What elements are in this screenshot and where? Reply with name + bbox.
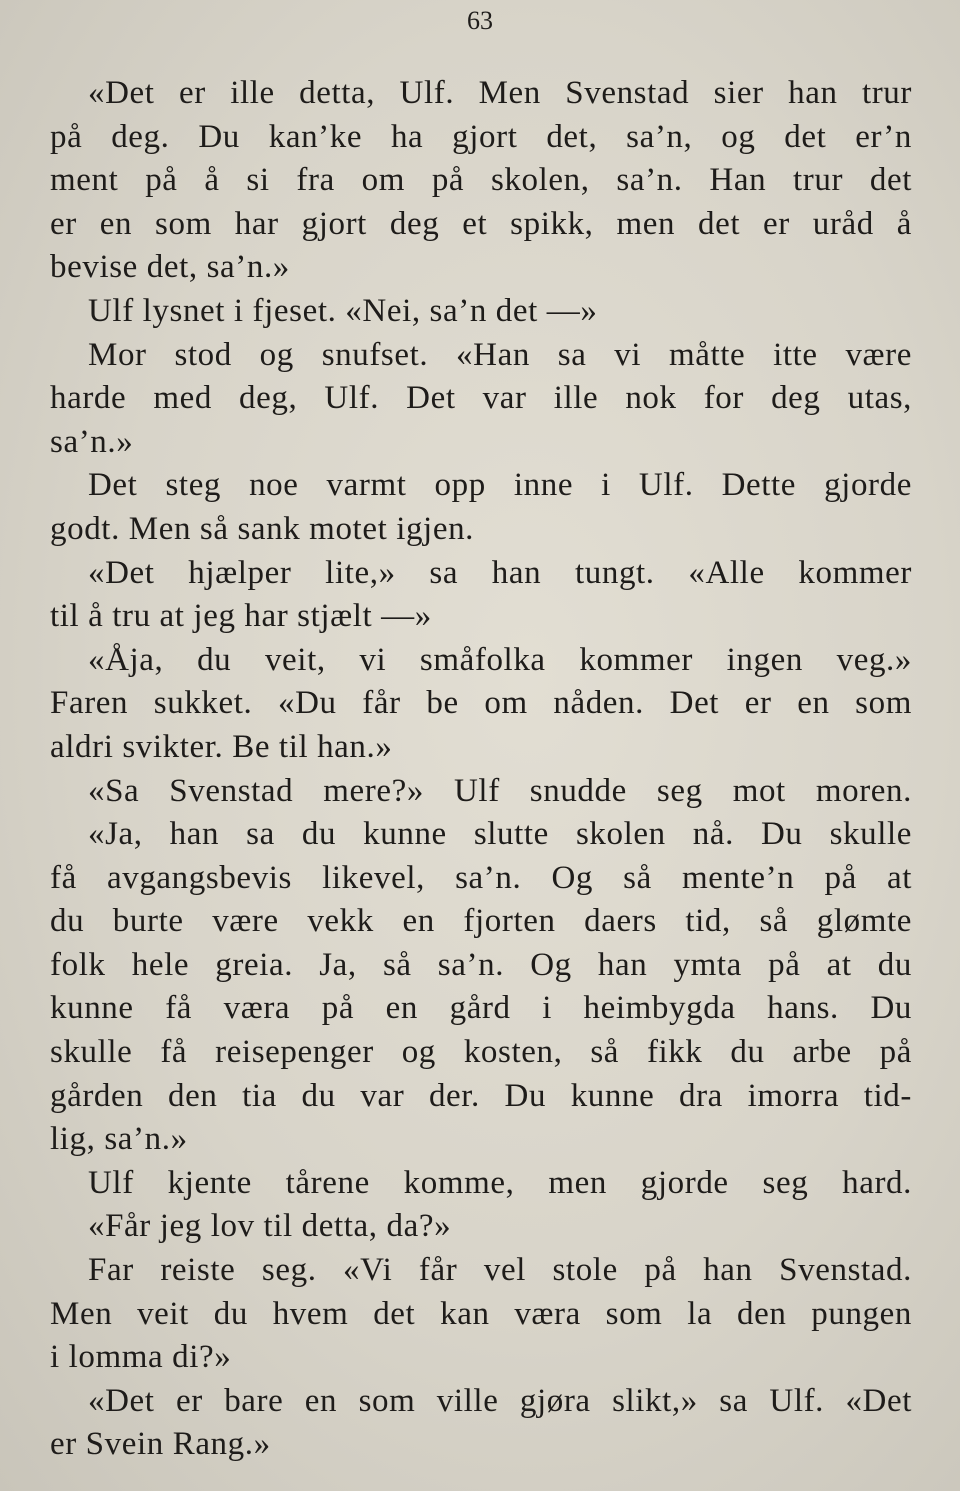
text-line: få avgangsbevis likevel, sa’n. Og så mente’n på at (50, 859, 912, 896)
text-line: «Får jeg lov til detta, da?» (88, 1208, 452, 1245)
text-line: er Svein Rang.» (50, 1426, 271, 1463)
text-line: Men veit du hvem det kan væra som la den pungen (50, 1295, 912, 1332)
text-line: Ulf kjente tårene komme, men gjorde seg hard. (88, 1164, 912, 1201)
text-line: «Ja, han sa du kunne slutte skolen nå. Du skulle (88, 816, 912, 853)
text-line: «Sa Svenstad mere?» Ulf snudde seg mot moren. (88, 772, 912, 809)
text-line: sa’n.» (50, 423, 134, 460)
text-line: Far reiste seg. «Vi får vel stole på han Svenstad. (88, 1252, 912, 1289)
text-line: «Det er bare en som ville gjøra slikt,» sa Ulf. «Det (88, 1382, 912, 1419)
body-text (50, 72, 912, 1467)
text-line: «Åja, du veit, vi småfolka kommer ingen veg.» (88, 641, 912, 678)
text-line: Mor stod og snufset. «Han sa vi måtte itte være (88, 336, 912, 373)
text-line: Det steg noe varmt opp inne i Ulf. Dette gjorde (88, 467, 912, 504)
text-line: aldri svikter. Be til han.» (50, 728, 393, 765)
text-line: ment på å si fra om på skolen, sa’n. Han trur det (50, 162, 912, 199)
text-line: Ulf lysnet i fjeset. «Nei, sa’n det —» (88, 292, 598, 329)
text-line: er en som har gjort deg et spikk, men det er uråd å (50, 205, 912, 242)
text-line: folk hele greia. Ja, så sa’n. Og han ymta på at du (50, 946, 912, 983)
text-line: Faren sukket. «Du får be om nåden. Det er en som (50, 685, 912, 722)
text-line: gården den tia du var der. Du kunne dra imorra tid- (50, 1077, 912, 1114)
text-line: til å tru at jeg har stjælt —» (50, 598, 432, 635)
text-line: godt. Men så sank motet igjen. (50, 510, 475, 547)
text-line: kunne få væra på en gård i heimbygda hans. Du (50, 990, 912, 1027)
text-line: du burte være vekk en fjorten daers tid, så glømte (50, 903, 912, 940)
text-line: bevise det, sa’n.» (50, 249, 290, 286)
text-line: skulle få reisepenger og kosten, så fikk du arbe på (50, 1034, 912, 1071)
page-number: 63 (467, 6, 493, 35)
text-line: i lomma di?» (50, 1339, 232, 1376)
text-line: på deg. Du kan’ke ha gjort det, sa’n, og det er’n (50, 118, 912, 155)
text-line: «Det er ille detta, Ulf. Men Svenstad sier han trur (88, 75, 912, 111)
text-line: lig, sa’n.» (50, 1121, 188, 1158)
text-line: «Det hjælper lite,» sa han tungt. «Alle kommer (88, 554, 912, 591)
text-line: harde med deg, Ulf. Det var ille nok for deg utas, (50, 380, 912, 417)
